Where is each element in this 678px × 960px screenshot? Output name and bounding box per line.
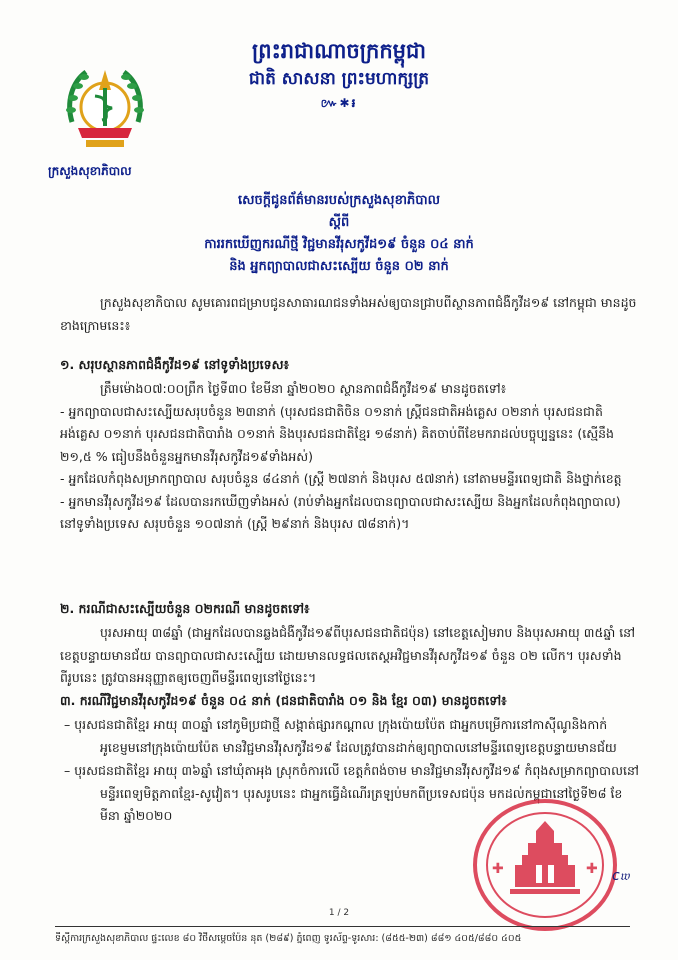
svg-text:✚: ✚ (586, 861, 598, 877)
kingdom-title: ព្រះរាជាណាចក្រកម្ពុជា (251, 39, 426, 63)
national-motto: ជាតិ សាសនា ព្រះមហាក្សត្រ (248, 69, 430, 89)
section3-case-2: – បុរសជនជាតិខ្មែរ អាយុ ៣៦ឆ្នាំ នៅឃុំតាអុង ស្រុកចំការលើ ខេត្តកំពង់ចាម មានវិជ្ជមានវីរុសកូវីដ១៩ កំពុងសម្រាកព្យាបាលនៅមន្ទីរពេទ្យមិត្តភាពខ្មែរ-សូវៀត។ បុរសរូបនេះ ជាអ្នកធ្វើដំណើរត្រឡប់មកពីប្រទេសជប៉ុន មកដល់កម្ពុជានៅថ្ងៃទី២៨ ខែមីនា ឆ្នាំ២០២០ (64, 763, 639, 823)
section1-body (60, 378, 640, 536)
section1-heading: ១. សរុបស្ថានភាពជំងឺកូវីដ១៩ នៅទូទាំងប្រទេស៖ (60, 357, 289, 372)
section1-para-2: - អ្នកព្យាបាលជាសះស្បើយសរុបចំនួន ២៣នាក់ (បុរសជនជាតិចិន ០១នាក់ ស្ត្រីជនជាតិអង់គ្លេស ០២នាក់ បុរសជនជាតិអង់គ្លេស ០១នាក់ បុរសជនជាតិបារាំង ០១នាក់ និងបុរសជនជាតិខ្មែរ ១៨នាក់) គិតចាប់ពីខែមករាដល់បច្ចុប្បន្ននេះ (ស្មើនឹង ២១,៥ % ធៀបនឹងចំនួនអ្នកមានវីរុសកូវីដ១៩ទាំងអស់) (60, 403, 614, 464)
motto-ornament: ៚✱៛ (320, 96, 358, 110)
section3-heading: ៣. ករណីវិជ្ជមានវីរុសកូវីដ១៩ ចំនួន ០៤ នាក់ (ជនជាតិបារាំង ០១ និង ខ្មែរ ០៣) មានដូចតទៅ៖ (60, 693, 507, 708)
signature: ᴄ𝔴 (612, 868, 630, 884)
section1-para-3: - អ្នកដែលកំពុងសម្រាកព្យាបាល សរុបចំនួន ៨៤នាក់ (ស្ត្រី ២៧នាក់ និងបុរស ៥៧នាក់) នៅតាមមន្ទីរពេទ្យជាតិ និងថ្នាក់ខេត្ត (60, 471, 622, 486)
footer-address: ទីស្តីការក្រសួងសុខាភិបាល ផ្ទះលេខ ៨០ វិថីសម្តេចប៉ែន នុត (២៨៩) ភ្នំពេញ ទូរស័ព្ទ-ទូរសារ: (៨៥៥-២៣) ៨៨១ ៤០៥/៨៨០ ៤០៥ (55, 933, 522, 944)
ministry-name-label: ក្រសួងសុខាភិបាល (48, 164, 132, 178)
footer-divider (55, 926, 630, 927)
svg-text:✚: ✚ (492, 861, 504, 877)
ministry-logo (62, 62, 148, 158)
page-number: 1 / 2 (328, 908, 350, 918)
section1-para-4: - អ្នកមានវីរុសកូវីដ១៩ ដែលបានរកឃើញទាំងអស់ (រាប់ទាំងអ្នកដែលបានព្យាបាលជាសះស្បើយ និងអ្នកដែលកំពុងព្យាបាល) នៅទូទាំងប្រទេស សរុបចំនួន ១០៧នាក់ (ស្ត្រី ២៩នាក់ និងបុរស ៧៨នាក់)។ (60, 493, 621, 531)
section3-case-1: – បុរសជនជាតិខ្មែរ អាយុ ៣០ឆ្នាំ នៅភូមិប្រជាថ្មី សង្កាត់ផ្សារកណ្តាល ក្រុងប៉ោយប៉ែត ជាអ្នកបម្រើការនៅកាស៊ីណូនិងកាក់អូខេម្ញមនៅក្រុងប៉ោយប៉ែត មានវិជ្ជមានវីរុសកូវីដ១៩ ដែលត្រូវបានដាក់ឲ្យព្យាបាលនៅមន្ទីរពេទ្យខេត្តបន្ទាយមានជ័យ (64, 717, 617, 755)
intro-paragraph: ក្រសួងសុខាភិបាល សូមគោរពជម្រាបជូនសាធារណជនទាំងអស់ឲ្យបានជ្រាបពីស្ថានភាពជំងឺកូវីដ១៩ នៅកម្ពុជា មានដូចខាងក្រោមនេះ៖ (60, 295, 637, 333)
section1-para-1: ត្រឹមម៉ោង០៧:០០ព្រឹក ថ្ងៃទី៣០ ខែមីនា ឆ្នាំ២០២០ ស្ថានភាពជំងឺកូវីដ១៩ មានដូចតទៅ៖ (100, 381, 507, 396)
announcement-subject-line2: និង អ្នកព្យាបាលជាសះស្បើយ ចំនួន ០២ នាក់ (229, 259, 449, 274)
section2-paragraph: បុរសអាយុ ៣៨ឆ្នាំ (ជាអ្នកដែលបានឆ្លងជំងឺកូវីដ១៩ពីបុរសជនជាតិជប៉ុន) នៅខេត្តសៀមរាប និងបុរសអាយុ ៣៥ឆ្នាំ នៅខេត្តបន្ទាយមានជ័យ បានព្យាបាលជាសះស្បើយ ដោយមានលទ្ធផលតេស្តអវិជ្ជមានវីរុសកូវីដ១៩ ចំនួន ០២ លើក។ បុរសទាំងពីរូបនេះ ត្រូវបានអនុញ្ញាតឲ្យចេញពីមន្ទីរពេទ្យនៅថ្ងៃនេះ។ (60, 625, 636, 685)
section2-heading: ២. ករណីជាសះស្បើយចំនួន ០២ករណី មានដូចតទៅ៖ (60, 601, 310, 616)
announcement-title: សេចក្តីជូនព័ត៌មានរបស់ក្រសួងសុខាភិបាល (238, 193, 440, 208)
announcement-subject-line1: ការរកឃើញករណីថ្មី វិជ្ជមានវីរុសកូវីដ១៩ ចំនួន ០៤ នាក់ (204, 237, 474, 252)
announcement-subject-label: ស្តីពី (328, 215, 350, 230)
